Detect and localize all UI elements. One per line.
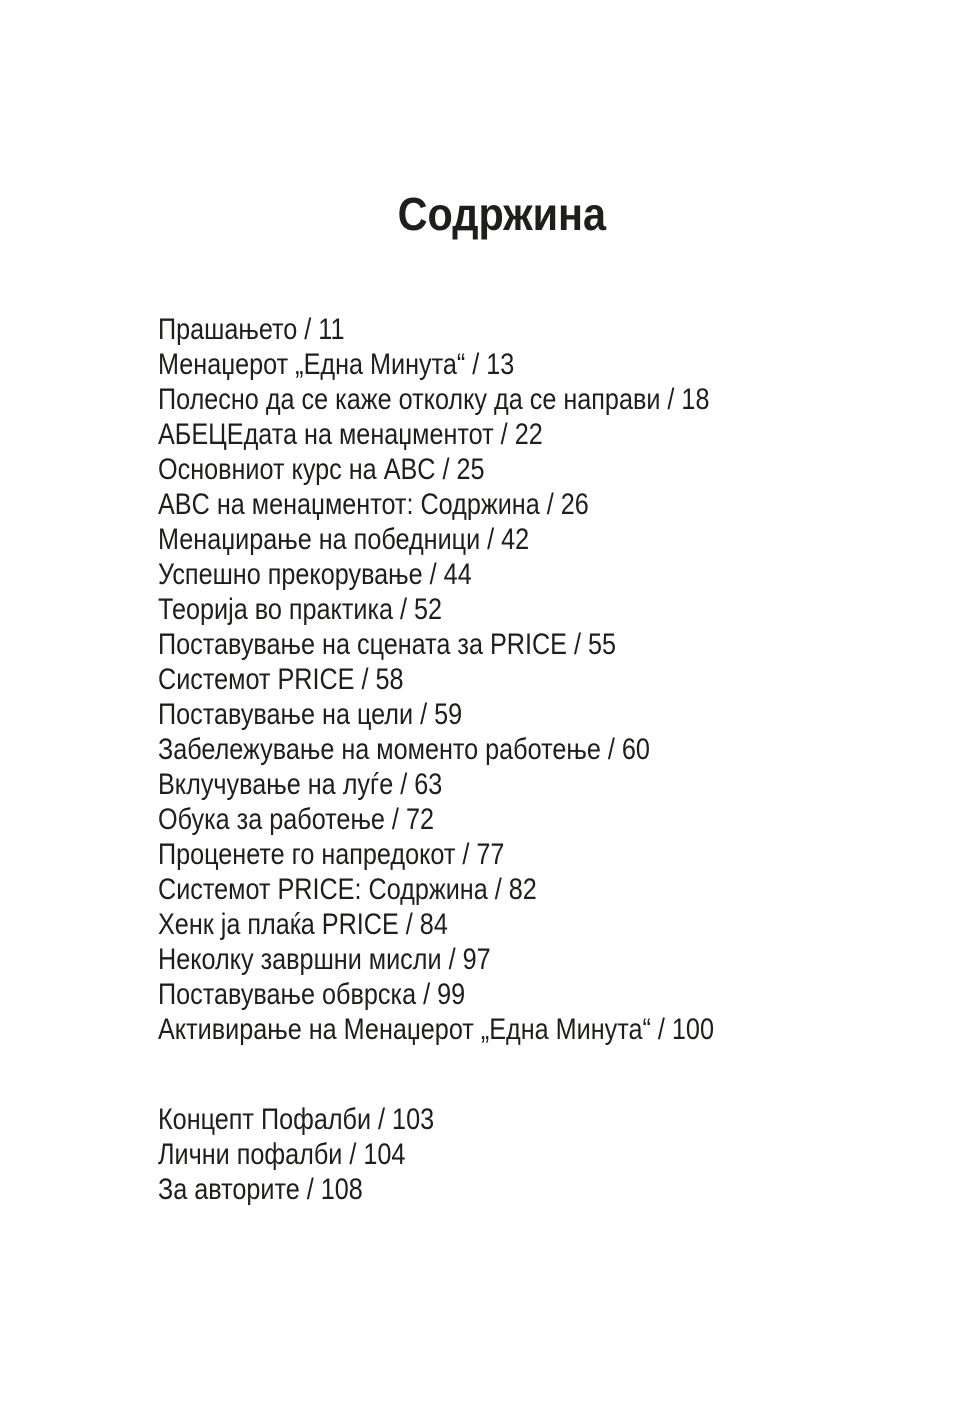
toc-entry xyxy=(158,382,980,417)
toc-entry-text: Концепт Пофалби / 103 xyxy=(158,1103,435,1136)
toc-entry xyxy=(158,1137,980,1172)
toc-entry xyxy=(158,872,980,907)
toc-section-2 xyxy=(158,1102,980,1207)
toc-entry-text: Проценете го напредокот / 77 xyxy=(158,838,505,871)
toc-entry xyxy=(158,977,980,1012)
toc-entry-text: Системот PRICE / 58 xyxy=(158,663,404,696)
toc-entry-text: Лични пофалби / 104 xyxy=(158,1138,406,1171)
toc-entry-text: Поставување на цели / 59 xyxy=(158,698,463,731)
toc-section-1 xyxy=(158,312,980,1047)
toc-entry xyxy=(158,487,980,522)
toc-entry-text: АБЕЦЕдата на менаџментот / 22 xyxy=(158,418,543,451)
toc-entry-text: Забележување на моменто работење / 60 xyxy=(158,733,650,766)
toc-entry xyxy=(158,907,980,942)
toc-entry xyxy=(158,732,980,767)
toc-entry xyxy=(158,767,980,802)
table-of-contents xyxy=(158,312,980,1207)
toc-entry-text: Хенк ја плаќа PRICE / 84 xyxy=(158,908,448,941)
page-title xyxy=(0,190,980,238)
toc-entry-text: ABC на менаџментот: Содржина / 26 xyxy=(158,488,589,521)
toc-entry xyxy=(158,802,980,837)
toc-entry-text: Теорија во практика / 52 xyxy=(158,593,443,626)
toc-entry xyxy=(158,312,980,347)
toc-entry-text: За авторите / 108 xyxy=(158,1173,363,1206)
toc-entry xyxy=(158,1172,980,1207)
toc-entry-text: Активирање на Менаџерот „Една Минута“ / 100 xyxy=(158,1013,714,1046)
toc-entry-text: Менаџерот „Една Минута“ / 13 xyxy=(158,348,515,381)
page-title-text: Содржина xyxy=(397,188,607,240)
toc-entry-text: Системот PRICE: Содржина / 82 xyxy=(158,873,537,906)
toc-entry xyxy=(158,1012,980,1047)
toc-entry-text: Вклучување на луѓе / 63 xyxy=(158,768,443,801)
toc-entry xyxy=(158,662,980,697)
toc-entry xyxy=(158,522,980,557)
toc-entry xyxy=(158,697,980,732)
toc-entry xyxy=(158,837,980,872)
toc-entry xyxy=(158,627,980,662)
toc-entry-text: Обука за работење / 72 xyxy=(158,803,434,836)
toc-entry-text: Неколку завршни мисли / 97 xyxy=(158,943,491,976)
toc-entry xyxy=(158,452,980,487)
toc-entry-text: Менаџирање на победници / 42 xyxy=(158,523,530,556)
toc-entry xyxy=(158,417,980,452)
toc-entry xyxy=(158,942,980,977)
toc-entry-text: Прашањето / 11 xyxy=(158,313,345,346)
toc-entry-text: Полесно да се каже отколку да се направи / 18 xyxy=(158,383,710,416)
toc-entry-text: Поставување обврска / 99 xyxy=(158,978,466,1011)
toc-entry xyxy=(158,1102,980,1137)
toc-entry-text: Успешно прекорување / 44 xyxy=(158,558,472,591)
toc-entry-text: Основниот курс на ABC / 25 xyxy=(158,453,485,486)
toc-entry xyxy=(158,557,980,592)
toc-entry-text: Поставување на сцената за PRICE / 55 xyxy=(158,628,617,661)
toc-entry xyxy=(158,347,980,382)
toc-entry xyxy=(158,592,980,627)
